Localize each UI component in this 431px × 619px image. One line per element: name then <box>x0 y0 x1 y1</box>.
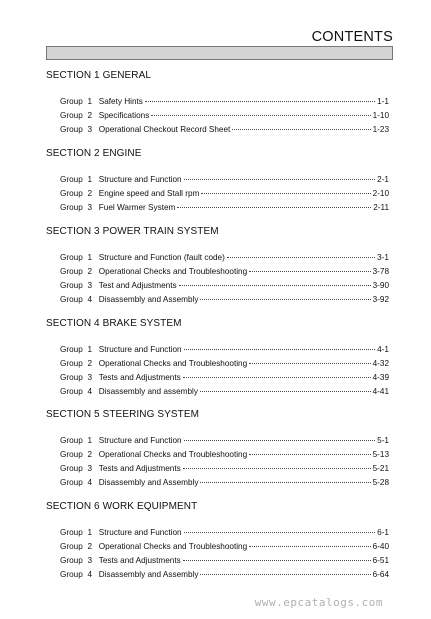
toc-group-number: 4 <box>87 387 93 396</box>
toc-entry[interactable] <box>60 450 389 460</box>
dot-leader <box>200 391 371 392</box>
toc-entry-title: Disassembly and Assembly <box>98 478 199 487</box>
dot-leader <box>183 468 371 469</box>
toc-entry-title: Disassembly and assembly <box>98 387 198 396</box>
section-heading: SECTION 6 WORK EQUIPMENT <box>46 501 198 512</box>
toc-group-number: 3 <box>87 125 93 134</box>
toc-entry-title: Disassembly and Assembly <box>98 570 199 579</box>
toc-entry-title: Engine speed and Stall rpm <box>98 189 200 198</box>
toc-page-number: 4-39 <box>372 373 389 382</box>
toc-page-number: 6-51 <box>372 556 389 565</box>
toc-group-number: 2 <box>87 111 93 120</box>
toc-group-number: 3 <box>87 464 93 473</box>
toc-page-number: 2-1 <box>377 175 389 184</box>
toc-group-number: 3 <box>87 373 93 382</box>
toc-group-number: 2 <box>87 542 93 551</box>
toc-group-label: Group <box>60 528 83 537</box>
toc-entry[interactable] <box>60 464 389 474</box>
toc-entry[interactable] <box>60 125 389 135</box>
toc-group-label: Group <box>60 542 83 551</box>
toc-section <box>46 501 391 579</box>
toc-entry[interactable] <box>60 478 389 488</box>
toc-group-number: 1 <box>87 175 93 184</box>
toc-page-number: 5-13 <box>372 450 389 459</box>
toc-page-number: 6-64 <box>372 570 389 579</box>
toc-page-number: 1-1 <box>377 97 389 106</box>
toc-section <box>46 148 391 212</box>
dot-leader <box>232 129 370 130</box>
toc-entry-title: Fuel Warmer System <box>98 203 176 212</box>
toc-entry[interactable] <box>60 556 389 566</box>
toc-group-number: 2 <box>87 359 93 368</box>
toc-entry-title: Operational Checkout Record Sheet <box>98 125 231 134</box>
toc-group-label: Group <box>60 556 83 565</box>
dot-leader <box>151 115 370 116</box>
toc-entry[interactable] <box>60 359 389 369</box>
toc-page-number: 1-10 <box>372 111 389 120</box>
dot-leader <box>200 299 370 300</box>
toc-entry[interactable] <box>60 111 389 121</box>
dot-leader <box>183 377 371 378</box>
dot-leader <box>249 546 370 547</box>
toc-group-label: Group <box>60 345 83 354</box>
toc-page-number: 3-78 <box>372 267 389 276</box>
toc-group-label: Group <box>60 436 83 445</box>
section-heading: SECTION 1 GENERAL <box>46 70 152 81</box>
watermark: www.epcatalogs.com <box>254 596 383 609</box>
toc-page-number: 4-1 <box>377 345 389 354</box>
dot-leader <box>249 271 370 272</box>
toc-group-label: Group <box>60 478 83 487</box>
toc-entry[interactable] <box>60 373 389 383</box>
toc-page-number: 6-40 <box>372 542 389 551</box>
toc-group-label: Group <box>60 125 83 134</box>
toc-group-label: Group <box>60 281 83 290</box>
toc-group-label: Group <box>60 464 83 473</box>
dot-leader <box>200 482 370 483</box>
toc-group-number: 2 <box>87 450 93 459</box>
toc-entry[interactable] <box>60 528 389 538</box>
toc-page-number: 2-10 <box>372 189 389 198</box>
toc-page-number: 5-28 <box>372 478 389 487</box>
dot-leader <box>201 193 370 194</box>
dot-leader <box>200 574 370 575</box>
section-heading: SECTION 2 ENGINE <box>46 148 142 159</box>
toc-entry-title: Disassembly and Assembly <box>98 295 199 304</box>
toc-group-number: 1 <box>87 97 93 106</box>
toc-entry-title: Structure and Function <box>98 436 182 445</box>
dot-leader <box>184 440 376 441</box>
toc-entry-title: Structure and Function (fault code) <box>98 253 225 262</box>
toc-page-number: 3-90 <box>372 281 389 290</box>
toc-page-number: 2-11 <box>373 203 389 212</box>
toc-section <box>46 70 391 134</box>
dot-leader <box>145 101 375 102</box>
dot-leader <box>183 560 371 561</box>
toc-group-number: 2 <box>87 267 93 276</box>
toc-entry-title: Tests and Adjustments <box>98 373 181 382</box>
toc-page-number: 1-23 <box>372 125 389 134</box>
toc-group-label: Group <box>60 175 83 184</box>
toc-group-label: Group <box>60 111 83 120</box>
toc-group-number: 1 <box>87 436 93 445</box>
toc-group-number: 3 <box>87 556 93 565</box>
toc-page-number: 3-1 <box>377 253 389 262</box>
toc-section <box>46 409 391 487</box>
toc-entry-title: Operational Checks and Troubleshooting <box>98 267 248 276</box>
toc-entry[interactable] <box>60 97 389 107</box>
toc-group-label: Group <box>60 203 83 212</box>
toc-section <box>46 226 391 304</box>
toc-group-label: Group <box>60 253 83 262</box>
dot-leader <box>184 349 376 350</box>
toc-group-number: 1 <box>87 528 93 537</box>
toc-group-label: Group <box>60 359 83 368</box>
toc-entry[interactable] <box>60 189 389 199</box>
toc-page-number: 4-32 <box>372 359 389 368</box>
toc-entry-title: Operational Checks and Troubleshooting <box>98 542 248 551</box>
page-title: CONTENTS <box>311 29 393 45</box>
dot-leader <box>179 285 371 286</box>
toc-page-number: 3-92 <box>372 295 389 304</box>
section-heading: SECTION 3 POWER TRAIN SYSTEM <box>46 226 219 237</box>
toc-entry[interactable] <box>60 345 389 355</box>
dot-leader <box>227 257 375 258</box>
toc-entry[interactable] <box>60 436 389 446</box>
dot-leader <box>249 454 370 455</box>
toc-group-label: Group <box>60 267 83 276</box>
dot-leader <box>184 532 376 533</box>
toc-group-number: 4 <box>87 570 93 579</box>
toc-entry[interactable] <box>60 267 389 277</box>
toc-entry[interactable] <box>60 175 389 185</box>
toc-page-number: 4-41 <box>372 387 389 396</box>
toc-entry-title: Operational Checks and Troubleshooting <box>98 450 248 459</box>
section-heading: SECTION 4 BRAKE SYSTEM <box>46 318 182 329</box>
toc-page-number: 6-1 <box>377 528 389 537</box>
toc-entry-title: Structure and Function <box>98 345 182 354</box>
toc-entry-title: Safety Hints <box>98 97 143 106</box>
toc-entry[interactable] <box>60 542 389 552</box>
toc-entry[interactable] <box>60 570 389 580</box>
toc-page-number: 5-1 <box>377 436 389 445</box>
toc-group-number: 1 <box>87 345 93 354</box>
toc-entry[interactable] <box>60 203 389 213</box>
toc-entry[interactable] <box>60 295 389 305</box>
toc-entry-title: Structure and Function <box>98 528 182 537</box>
toc-page-number: 5-21 <box>372 464 389 473</box>
toc-entry-title: Specifications <box>98 111 150 120</box>
toc-entry-title: Tests and Adjustments <box>98 464 181 473</box>
toc-group-label: Group <box>60 570 83 579</box>
dot-leader <box>177 207 371 208</box>
toc-entry-title: Tests and Adjustments <box>98 556 181 565</box>
toc-group-label: Group <box>60 189 83 198</box>
dot-leader <box>249 363 370 364</box>
toc-group-number: 4 <box>87 295 93 304</box>
section-heading: SECTION 5 STEERING SYSTEM <box>46 409 200 420</box>
toc-entry-title: Test and Adjustments <box>98 281 177 290</box>
toc-group-number: 1 <box>87 253 93 262</box>
toc-group-number: 3 <box>87 281 93 290</box>
toc-group-label: Group <box>60 387 83 396</box>
toc-entry[interactable] <box>60 387 389 397</box>
dot-leader <box>184 179 376 180</box>
toc-group-number: 4 <box>87 478 93 487</box>
title-bar <box>46 46 393 60</box>
toc-group-label: Group <box>60 450 83 459</box>
toc-section <box>46 318 391 396</box>
toc-entry[interactable] <box>60 253 389 263</box>
toc-group-label: Group <box>60 373 83 382</box>
toc-group-number: 3 <box>87 203 93 212</box>
toc-group-label: Group <box>60 97 83 106</box>
toc-entry-title: Structure and Function <box>98 175 182 184</box>
toc-entry-title: Operational Checks and Troubleshooting <box>98 359 248 368</box>
toc-group-label: Group <box>60 295 83 304</box>
toc-group-number: 2 <box>87 189 93 198</box>
toc-entry[interactable] <box>60 281 389 291</box>
